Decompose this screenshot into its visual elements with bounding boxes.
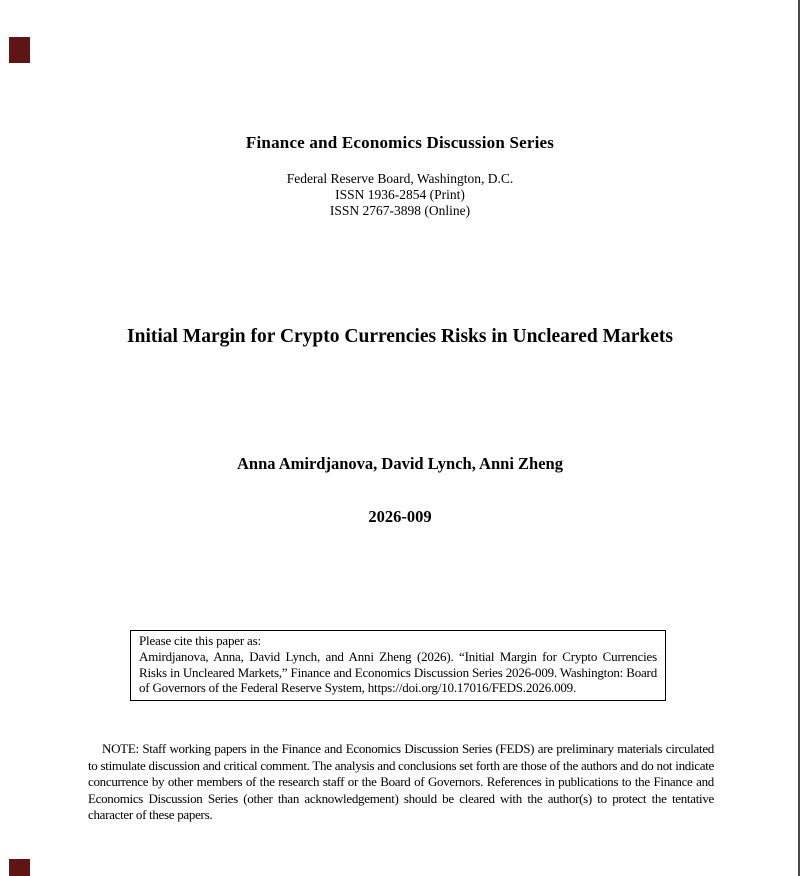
citation-text: Amirdjanova, Anna, David Lynch, and Anni Zheng (2026). “Initial Margin for Crypto Currencies Risks in Uncleared Markets,” Finance and Economics Discussion Series 2026-009. Washington: Board of Governors of the Federal Reserve System, https://doi.org/10.17016/FEDS.2026.009. — [139, 648, 657, 696]
citation-box — [130, 630, 666, 701]
authors-line: Anna Amirdjanova, David Lynch, Anni Zheng — [237, 454, 563, 473]
paper-title: Initial Margin for Crypto Currencies Risks in Uncleared Markets — [127, 326, 673, 347]
citation-lead: Please cite this paper as: — [139, 633, 261, 648]
paper-number: 2026-009 — [368, 507, 432, 526]
issn-print-line: ISSN 1936-2854 (Print) — [335, 187, 465, 202]
red-marker-top — [9, 37, 30, 63]
publisher-block — [0, 171, 800, 219]
series-title: Finance and Economics Discussion Series — [245, 133, 555, 152]
publisher-line: Federal Reserve Board, Washington, D.C. — [286, 171, 514, 186]
issn-online-line: ISSN 2767-3898 (Online) — [329, 203, 471, 218]
red-marker-bottom — [9, 859, 30, 876]
note-paragraph: NOTE: Staff working papers in the Finance and Economics Discussion Series (FEDS) are preliminary materials circulated to stimulate discussion and critical comment. The analysis and conclusions set forth are those of the authors and do not indicate concurrence by other members of the research staff or the Board of Governors. References in publications to the Finance and Economics Discussion Series (other than acknowledgement) should be cleared with the author(s) to protect the tentative character of these papers. — [88, 741, 714, 822]
